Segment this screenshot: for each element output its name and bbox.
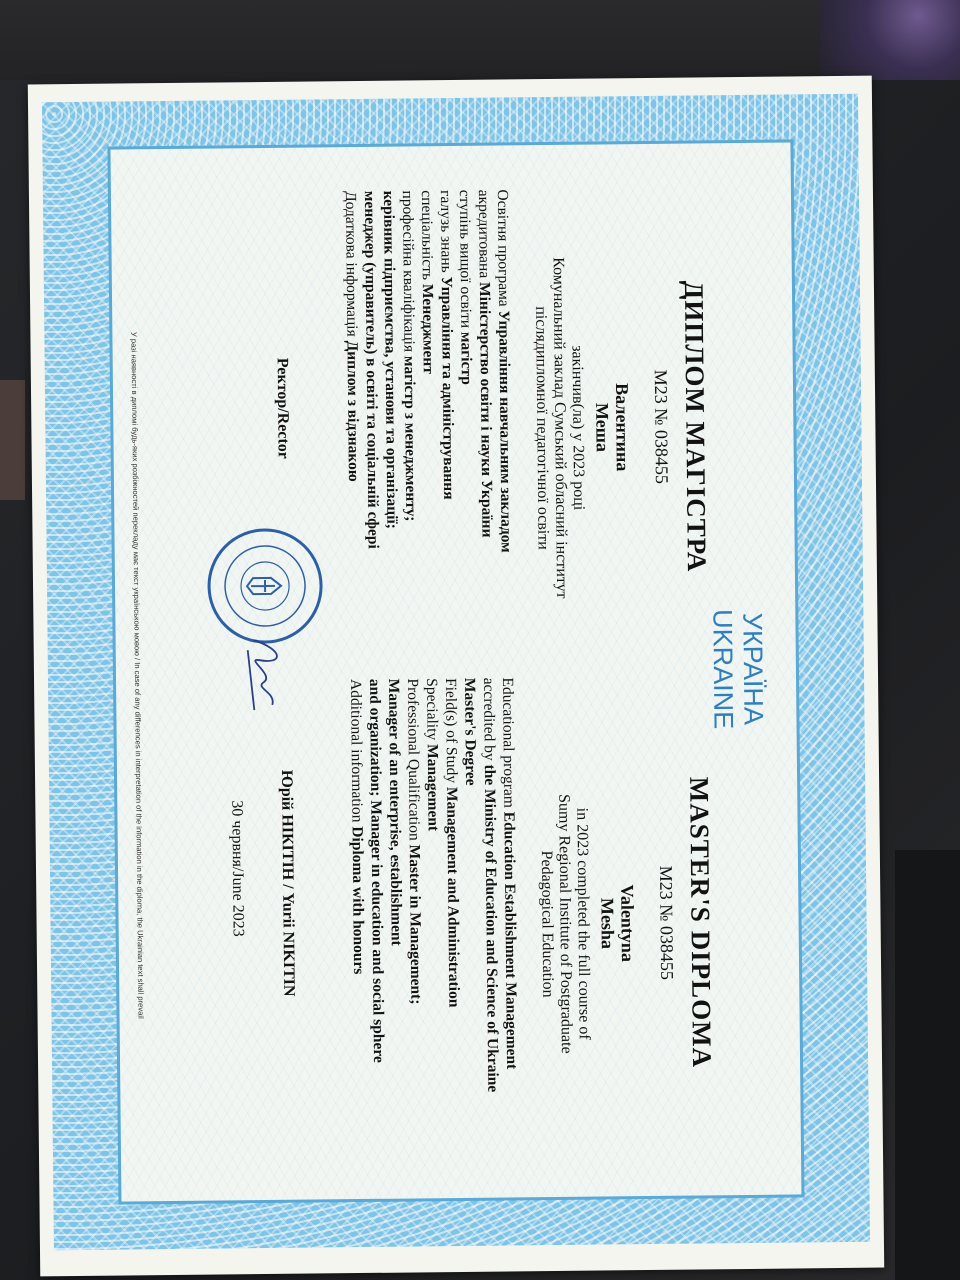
specialty-value-uk: Менеджмент [418,283,437,375]
last-name-en: Mesha [597,897,618,950]
qualification-label-uk: професійна кваліфікація [398,190,418,357]
field-label-en: Field(s) of Study [442,677,461,788]
field-label-uk: галузь знань [436,189,455,277]
details-uk [341,189,517,669]
qualification-line3-en: and organization; Manager in education and social sphere [366,678,388,1063]
title-en: MASTER'S DIPLOMA [684,776,718,1069]
accredited-label-uk: акредитована [474,189,493,283]
program-value-en: Education Establishment Management [500,811,521,1070]
background-right-object [895,850,960,1280]
background-notebook [820,0,960,80]
completed-line3-en: Pedagogical Education [537,850,557,998]
accredited-label-en: accredited by [480,677,498,765]
diploma-number-en: M23 № 038455 [655,865,678,981]
completed-line2-en: Sumy Regional Institute of Postgraduate [555,794,575,1054]
rector-name: Юрій НІКІТІН / Yurii NIKITIN [277,769,298,997]
ukrainian-column [139,187,714,671]
qualification-value-uk: магістр з менеджменту; [400,355,420,522]
english-column [144,675,719,1175]
qualification-line2-uk: керівник підприємства, установи та організації; [379,190,401,530]
field-value-uk: Управління та адміністрування [437,276,458,500]
first-name-uk: Валентина [611,383,633,472]
background-left-object [0,380,25,500]
specialty-value-en: Management [423,744,442,832]
diploma-paper [28,76,884,1277]
specialty-label-en: Speciality [423,678,441,745]
accredited-value-uk: Міністерство освіти і науки України [475,281,496,538]
title-uk: ДИПЛОМ МАГІСТРА [678,280,712,573]
issue-date: 30 червня/June 2023 [228,800,247,937]
degree-value-uk: магістр [457,331,475,385]
official-stamp [204,525,325,646]
rector-label: Ректор/Rector [273,357,292,459]
details-en [346,677,522,1173]
qualification-label-en: Professional Qualification [404,678,423,845]
country-uk: УКРАЇНА [737,612,769,726]
additional-value-uk: Диплом з відзнакою [343,340,362,482]
additional-label-en: Additional information [347,678,366,827]
last-name-uk: Меша [592,402,613,453]
country-en: UKRAINE [707,609,739,730]
translation-footnote: У разі наявності в дипломі будь-яких розбіжностей перекладу має текст українською мовою / In case of any differences in interpretation of the information in the diploma, the Ukrainian text shall prevail [129,331,146,1019]
program-label-uk: Освітня програма [493,189,513,311]
first-name-en: Valentyna [617,884,639,962]
accredited-value-en: the Ministry of Education and Science of Ukraine [480,764,502,1093]
qualification-value-en: Master in Management; [405,844,425,1005]
additional-value-en: Diploma with honours [348,826,368,975]
diploma-content [110,142,801,1201]
completed-line1-en: in 2023 completed the full course of [573,807,593,1040]
additional-label-uk: Додаткова інформація [341,190,361,341]
degree-label-uk: ступінь вищої освіти [455,189,475,333]
background-top [0,0,960,80]
program-value-uk: Управління навчальним закладом [495,310,515,553]
institution-line2-uk: післядипломної педагогічної освіти [532,306,552,550]
degree-en: Master's Degree [461,677,480,786]
field-value-en: Management and Administration [443,786,463,1008]
qualification-line3-uk: менеджер (управитель) в освіті та соціальній сфері [360,190,382,549]
diploma-inner-field [110,142,801,1201]
qualification-line2-en: Manager of an enterprise, establishment [385,678,405,946]
specialty-label-uk: спеціальність [417,190,436,285]
diploma-number-uk: M23 № 038455 [650,369,672,485]
completed-uk: закінчив(ла) у 2023 році [568,345,588,511]
institution-line1-uk: Комунальний заклад Сумський обласний інститут [549,257,571,599]
program-label-en: Educational program [499,677,518,812]
